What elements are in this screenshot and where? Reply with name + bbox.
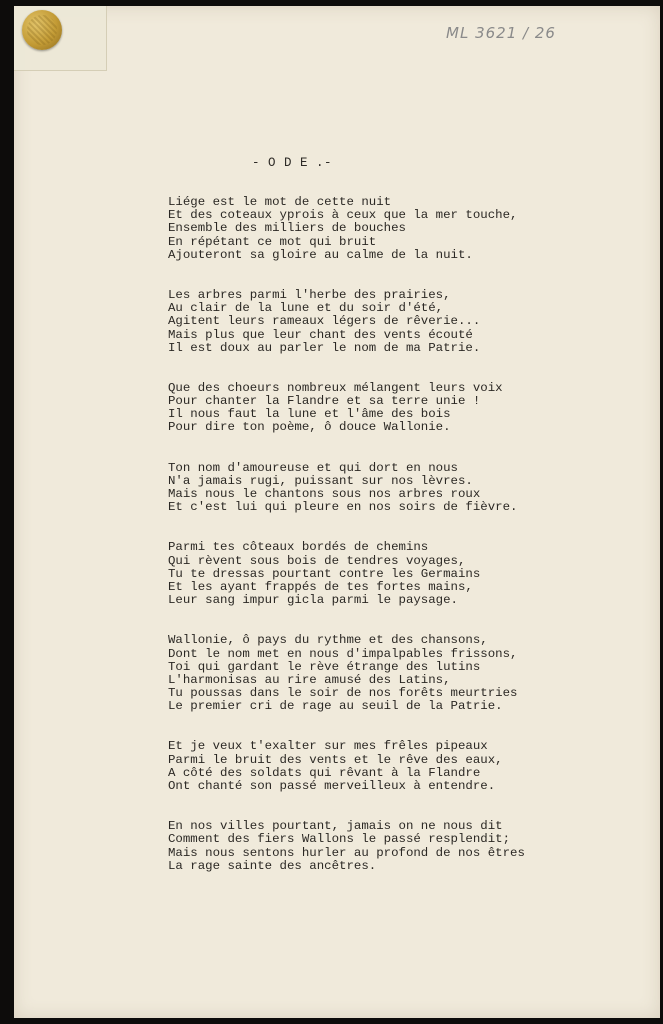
poem-line: Parmi le bruit des vents et le rêve des eaux,: [168, 752, 503, 767]
stanza: [168, 634, 525, 713]
stanza: [168, 382, 525, 435]
poem-line: La rage sainte des ancêtres.: [168, 858, 377, 873]
poem-line: A côté des soldats qui rêvant à la Flandre: [168, 765, 481, 780]
poem-line: Et les ayant frappés de tes fortes mains,: [168, 579, 473, 594]
stanza: [168, 820, 525, 873]
poem-line: Et c'est lui qui pleure en nos soirs de fièvre.: [168, 500, 518, 515]
poem-line: Pour dire ton poème, ô douce Wallonie.: [168, 420, 451, 435]
thumbtack-icon: [22, 10, 62, 50]
poem-line: En répétant ce mot qui bruit: [168, 234, 377, 249]
stanza: [168, 196, 525, 262]
poem-line: Il nous faut la lune et l'âme des bois: [168, 407, 451, 422]
poem-line: Mais plus que leur chant des vents écouté: [168, 327, 473, 342]
poem-line: Dont le nom met en nous d'impalpables frissons,: [168, 646, 518, 661]
poem-line: L'harmonisas au rire amusé des Latins,: [168, 672, 451, 687]
poem-line: Au clair de la lune et du soir d'été,: [168, 301, 444, 316]
poem-line: En nos villes pourtant, jamais on ne nous dit: [168, 819, 503, 834]
shelfmark: ML 3621 / 26: [446, 24, 556, 42]
poem-line: Qui rèvent sous bois de tendres voyages,: [168, 553, 466, 568]
poem-line: Pour chanter la Flandre et sa terre unie !: [168, 394, 481, 409]
stanza: [168, 541, 525, 607]
poem-line: Ensemble des milliers de bouches: [168, 221, 406, 236]
poem-line: Tu te dressas pourtant contre les Germains: [168, 566, 481, 581]
poem-line: Liége est le mot de cette nuit: [168, 195, 392, 209]
poem-line: Ont chanté son passé merveilleux à entendre.: [168, 779, 496, 793]
poem-line: Leur sang impur gicla parmi le paysage.: [168, 593, 458, 608]
poem-line: Mais nous le chantons sous nos arbres roux: [168, 487, 481, 501]
poem-line: Que des choeurs nombreux mélangent leurs voix: [168, 380, 503, 395]
stanza: [168, 740, 525, 793]
poem-line: Agitent leurs rameaux légers de rêverie...: [168, 314, 481, 329]
poem-line: Ajouteront sa gloire au calme de la nuit.: [168, 247, 473, 262]
poem-title: - O D E .-: [252, 156, 333, 170]
document-page: [14, 6, 660, 1018]
poem-line: Et des coteaux yprois à ceux que la mer touche,: [168, 208, 518, 223]
stanza: [168, 462, 525, 515]
poem-line: Mais nous sentons hurler au profond de nos êtres: [168, 845, 525, 860]
poem-body: [168, 196, 525, 900]
stanza: [168, 289, 525, 355]
poem-line: Wallonie, ô pays du rythme et des chansons,: [168, 633, 488, 648]
poem-line: Ton nom d'amoureuse et qui dort en nous: [168, 460, 458, 475]
poem-line: Parmi tes côteaux bordés de chemins: [168, 540, 429, 555]
poem-line: Comment des fiers Wallons le passé resplendit;: [168, 832, 511, 847]
poem-line: N'a jamais rugi, puissant sur nos lèvres.: [168, 473, 473, 488]
poem-line: Tu poussas dans le soir de nos forêts meurtries: [168, 686, 518, 701]
poem-line: Et je veux t'exalter sur mes frêles pipeaux: [168, 739, 488, 754]
poem-line: Il est doux au parler le nom de ma Patrie.: [168, 340, 481, 355]
poem-line: Les arbres parmi l'herbe des prairies,: [168, 287, 451, 302]
poem-line: Toi qui gardant le rève étrange des lutins: [168, 659, 481, 674]
poem-line: Le premier cri de rage au seuil de la Patrie.: [168, 699, 503, 714]
